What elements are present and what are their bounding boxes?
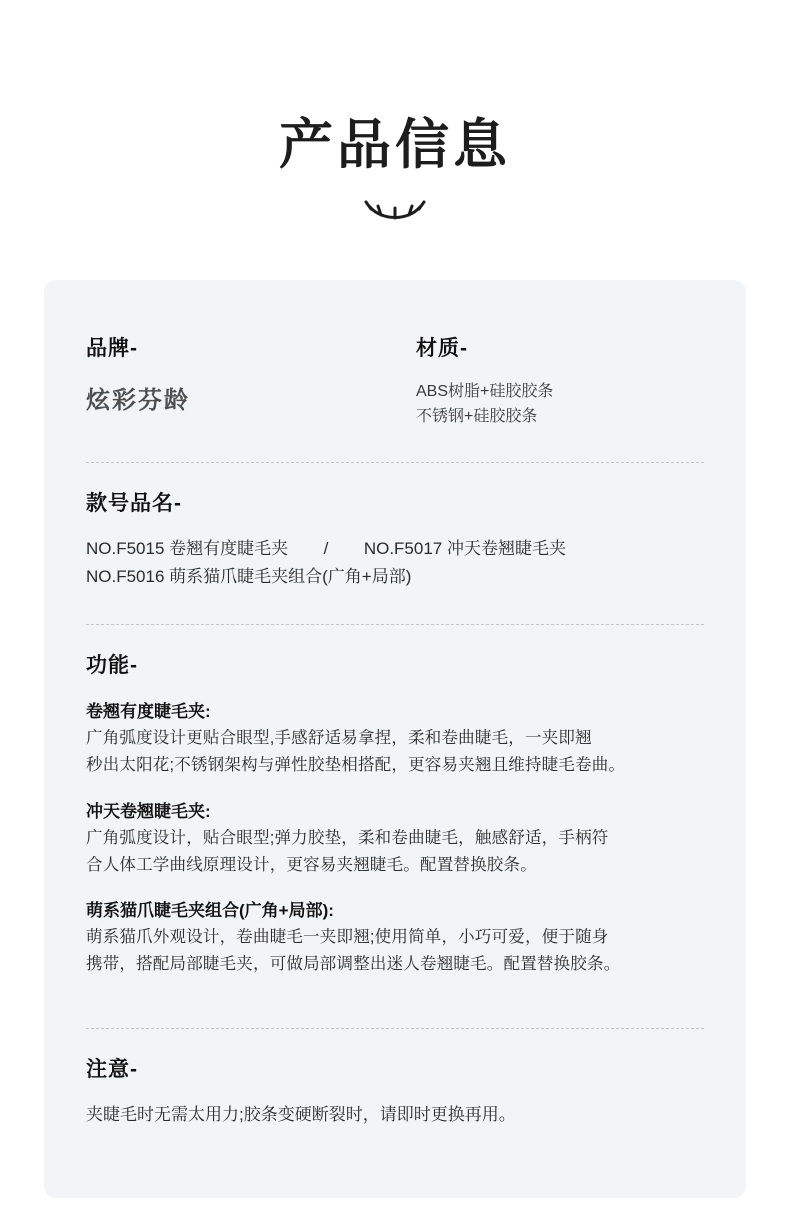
divider-1	[86, 462, 704, 463]
page-title: 产品信息	[279, 115, 511, 175]
function-text-2-line-2: 合人体工学曲线原理设计，更容易夹翘睫毛。配置替换胶条。	[86, 855, 537, 874]
product-info-card	[44, 280, 746, 1198]
model-f5017: NO.F5017 冲天卷翘睫毛夹	[363, 538, 566, 558]
functions-section	[86, 649, 704, 1005]
brand-material-section	[86, 332, 704, 440]
function-item-1	[86, 697, 704, 778]
model-line-2: NO.F5016 萌系猫爪睫毛夹组合(广角+局部)	[86, 567, 412, 587]
notice-label: 注意-	[86, 1057, 138, 1081]
divider-2	[86, 624, 704, 625]
material-value-2: 不锈钢+硅胶胶条	[416, 407, 538, 425]
function-title-1: 卷翘有度睫毛夹:	[86, 702, 211, 722]
page-header	[0, 0, 790, 228]
material-value-1: ABS树脂+硅胶胶条	[416, 383, 554, 400]
models-label: 款号品名-	[86, 491, 182, 515]
function-text-1-line-1: 广角弧度设计更贴合眼型,手感舒适易拿捏，柔和卷曲睫毛，一夹即翘	[86, 729, 592, 748]
notice-text: 夹睫毛时无需太用力;胶条变硬断裂时，请即时更换再用。	[86, 1104, 516, 1124]
function-title-2: 冲天卷翘睫毛夹:	[86, 801, 211, 821]
brand-label: 品牌-	[86, 337, 138, 360]
function-text-3-line-1: 萌系猫爪外观设计，卷曲睫毛一夹即翘;使用简单，小巧可爱，便于随身	[86, 928, 609, 947]
function-text-3-line-2: 携带，搭配局部睫毛夹，可做局部调整出迷人卷翘睫毛。配置替换胶条。	[86, 954, 621, 973]
function-item-3	[86, 896, 704, 977]
material-label: 材质-	[416, 337, 468, 360]
model-separator: /	[323, 538, 329, 558]
material-block	[416, 332, 704, 430]
divider-3	[86, 1028, 704, 1029]
model-line-1	[86, 535, 704, 564]
brand-value: 炫彩芬龄	[86, 387, 190, 414]
notice-section	[86, 1053, 704, 1138]
function-item-2	[86, 797, 704, 878]
eyelash-icon	[0, 198, 790, 228]
function-text-2-line-1: 广角弧度设计，贴合眼型;弹力胶垫，柔和卷曲睫毛，触感舒适，手柄符	[86, 828, 609, 847]
function-text-1-line-2: 秒出太阳花;不锈钢架构与弹性胶垫相搭配，更容易夹翘且维持睫毛卷曲。	[86, 756, 626, 775]
models-section	[86, 487, 704, 603]
brand-block	[86, 332, 416, 415]
function-title-3: 萌系猫爪睫毛夹组合(广角+局部):	[86, 901, 334, 921]
functions-label: 功能-	[86, 654, 138, 678]
model-f5015: NO.F5015 卷翘有度睫毛夹	[86, 538, 289, 558]
